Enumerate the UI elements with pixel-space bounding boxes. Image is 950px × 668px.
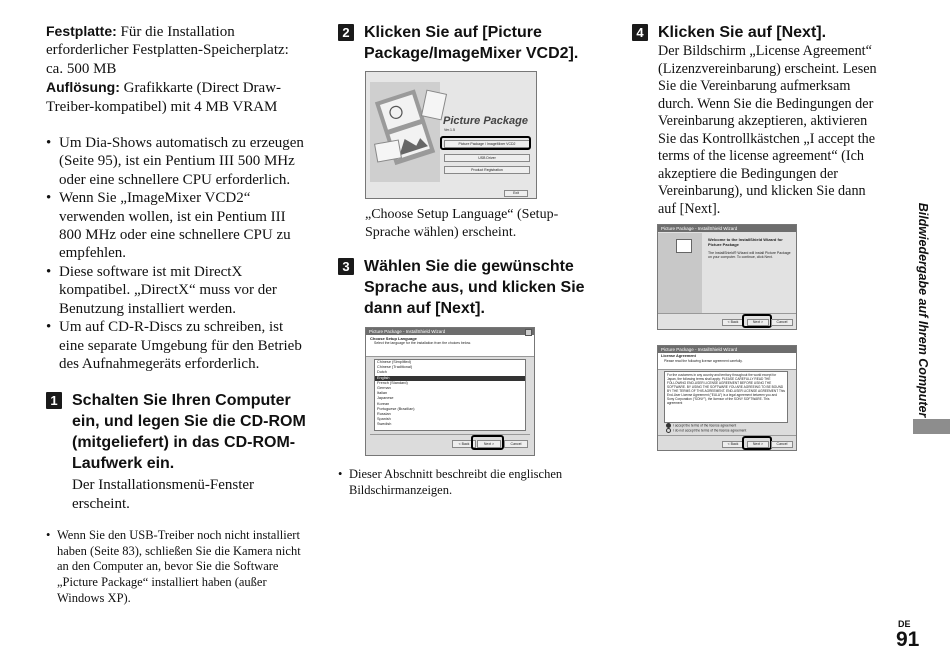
dialog-subheading: Select the language for the installation from the choices below. [374,341,471,345]
step-4-heading [632,22,884,43]
list-item: • Dieser Abschnitt beschreibt die englischen Bildschirmanzeigen. [338,467,590,498]
step-2-heading [338,22,590,64]
next-button[interactable]: Next > [747,441,769,448]
festplatte-label: Festplatte: [46,23,117,39]
version-label: Ver.1.5 [444,128,455,132]
step-2-text: „Choose Setup Language“ (Setup-Sprache wählen) erscheint. [365,207,559,240]
language-option[interactable]: Russian [377,412,391,417]
language-option[interactable]: Portuguese (Brazilian) [377,406,415,411]
window-title: Picture Package - InstallShield Wizard [658,346,796,353]
window-title: Picture Package - InstallShield Wizard [366,328,534,335]
step-3-heading [338,256,590,319]
step-4-text: Der Bildschirm „License Agreement“ (Lizenzvereinbarung) erscheint. Lesen Sie die Vereinbarung aufmerksam durch. Wenn Sie die Bedingungen der Vereinbarung akzeptieren, aktivieren Sie das Kontrollkästchen „I accept the terms of the license agreement“ (Ich akzeptiere die Bedingungen der Vereinbarung), und klicken Sie dann auf [Next]. [658,43,877,217]
picture-package-logo: Picture Package [443,115,528,127]
welcome-text: The InstallShield® Wizard will install Picture Package on your computer. To continue, click Next. [708,251,791,260]
dialog-heading: License Agreement [661,354,696,358]
choose-language-screenshot [365,327,535,456]
language-option[interactable]: Chinese (Traditional) [377,365,413,370]
dialog-header [366,335,534,357]
language-option[interactable]: German [377,386,391,391]
exit-button[interactable]: Exit [504,190,528,197]
page-number: 91 [896,628,920,651]
back-button[interactable]: < Back [452,440,476,448]
step-4-number: 4 [632,24,648,41]
dialog-heading: Choose Setup Language [370,336,417,341]
product-registration-button[interactable]: Product Registration [444,166,530,174]
picture-package-imagemixer-button[interactable]: Picture Package / ImageMixer VCD2 [444,140,530,148]
language-option[interactable]: Spanish [377,417,391,422]
column-middle [338,22,590,498]
divider [370,434,530,435]
highlight-frame [440,136,531,150]
language-listbox[interactable] [374,359,526,431]
license-textbox[interactable]: For the customers in any country and territory throughout the world except for Japan, the following terms shall apply: PLEASE CAREFULLY READ THE FOLLOWING END-USER LICENSE AGREEMENT BEFORE USING THE SOFTWARE. BY USING THE SOFTWARE YOU ARE AGREEING TO BE BOUND BY THE TERMS OF THIS AGREEMENT. END-USER LICENSE AGREEMENT This End-User License Agreement ("EULA") is a legal agreement between you and Sony Corporation ("SONY"), the licensor of the SONY SOFTWARE. This agreement [664,371,788,423]
accept-label: I accept the terms of the license agreement [673,423,737,428]
step-3-number: 3 [338,258,354,275]
cancel-button[interactable]: Cancel [504,440,528,448]
step-1-title: Schalten Sie Ihren Computer ein, und legen Sie die CD-ROM (mitgeliefert) in das CD-ROM-Laufwerk ein. [72,392,306,473]
highlight-frame [742,436,772,450]
language-option[interactable]: French (Standard) [377,380,408,385]
decline-label: I do not accept the terms of the license agreement [673,428,747,433]
list-item: • Um auf CD-R-Discs zu schreiben, ist eine separate Umgebung für den Betrieb des Aufnahmegeräts erforderlich. [46,318,308,373]
window-title: Picture Package - InstallShield Wizard [658,225,796,232]
welcome-heading: Welcome to the InstallShield Wizard for Picture Package [708,237,783,247]
next-button[interactable]: Next > [747,319,769,326]
highlight-frame [742,314,772,328]
dialog-subheading: Please read the following license agreement carefully. [664,358,743,363]
usb-note [46,528,308,606]
aufloesung-paragraph [46,78,308,116]
aufloesung-text: Grafikkarte (Direct Draw-Treiber-kompatibel) mit 4 MB VRAM [46,80,282,115]
computer-icon [676,239,692,253]
dialog-header [658,353,796,370]
language-option[interactable]: Chinese (Simplified) [377,360,411,364]
column-right [632,22,884,451]
step-1-text: Der Installationsmenü-Fenster erscheint. [72,477,255,512]
language-option[interactable]: Italian [377,391,388,396]
usb-driver-button[interactable]: USB Driver [444,154,530,162]
column-left [46,22,308,606]
highlight-frame [471,435,504,450]
language-option[interactable]: Swedish [377,422,392,427]
wizard-side-panel [658,233,702,313]
back-button[interactable]: < Back [722,441,744,448]
back-button[interactable]: < Back [722,319,744,326]
step-2-title: Klicken Sie auf [Picture Package/ImageMixer VCD2]. [364,24,579,62]
close-icon[interactable] [525,329,532,336]
picture-package-menu-screenshot [365,71,537,199]
section-tab-marker [913,419,950,434]
festplatte-text: Für die Installation erforderlicher Festplatten-Speicherplatz: ca. 500 MB [46,24,289,77]
list-item: • Wenn Sie den USB-Treiber noch nicht installiert haben (Seite 83), schließen Sie die Kamera nicht an den Computer an, bevor Sie die Software „Picture Package“ installiert haben (außer Windows XP). [46,528,308,606]
language-option[interactable]: Dutch [377,370,387,375]
filmstrip-graphic [366,72,536,198]
step-1-heading [46,390,308,474]
divider [658,313,796,314]
step-1-number: 1 [46,392,62,409]
decline-radio[interactable] [666,428,746,433]
welcome-wizard-screenshot [657,224,797,330]
next-button[interactable]: Next > [477,440,501,448]
divider [658,435,796,436]
screen-language-note [338,467,590,498]
language-option-selected[interactable]: English [375,376,525,381]
section-title: Bildwiedergabe auf Ihrem Computer [916,202,930,418]
language-option[interactable]: Korean [377,401,390,406]
language-option[interactable]: Japanese [377,396,394,401]
aufloesung-label: Auflösung: [46,79,120,96]
step-2-number: 2 [338,24,354,41]
cancel-button[interactable]: Cancel [771,319,793,326]
requirements-list [46,134,308,373]
list-item: • Diese software ist mit DirectX kompatibel. „DirectX“ muss vor der Benutzung installiert werden. [46,263,308,318]
festplatte-paragraph [46,22,308,78]
list-item: • Um Dia-Shows automatisch zu erzeugen (Seite 95), ist ein Pentium III 500 MHz oder eine schnellere CPU erforderlich. [46,134,308,189]
step-3-title: Wählen Sie die gewünschte Sprache aus, und klicken Sie dann auf [Next]. [364,258,585,317]
license-agreement-screenshot [657,345,797,451]
cancel-button[interactable]: Cancel [771,441,793,448]
step-4-title: Klicken Sie auf [Next]. [658,24,827,41]
language-code: DE [898,619,911,629]
list-item: • Wenn Sie „ImageMixer VCD2“ verwenden wollen, ist ein Pentium III 800 MHz oder eine schnellere CPU zu empfehlen. [46,189,308,263]
